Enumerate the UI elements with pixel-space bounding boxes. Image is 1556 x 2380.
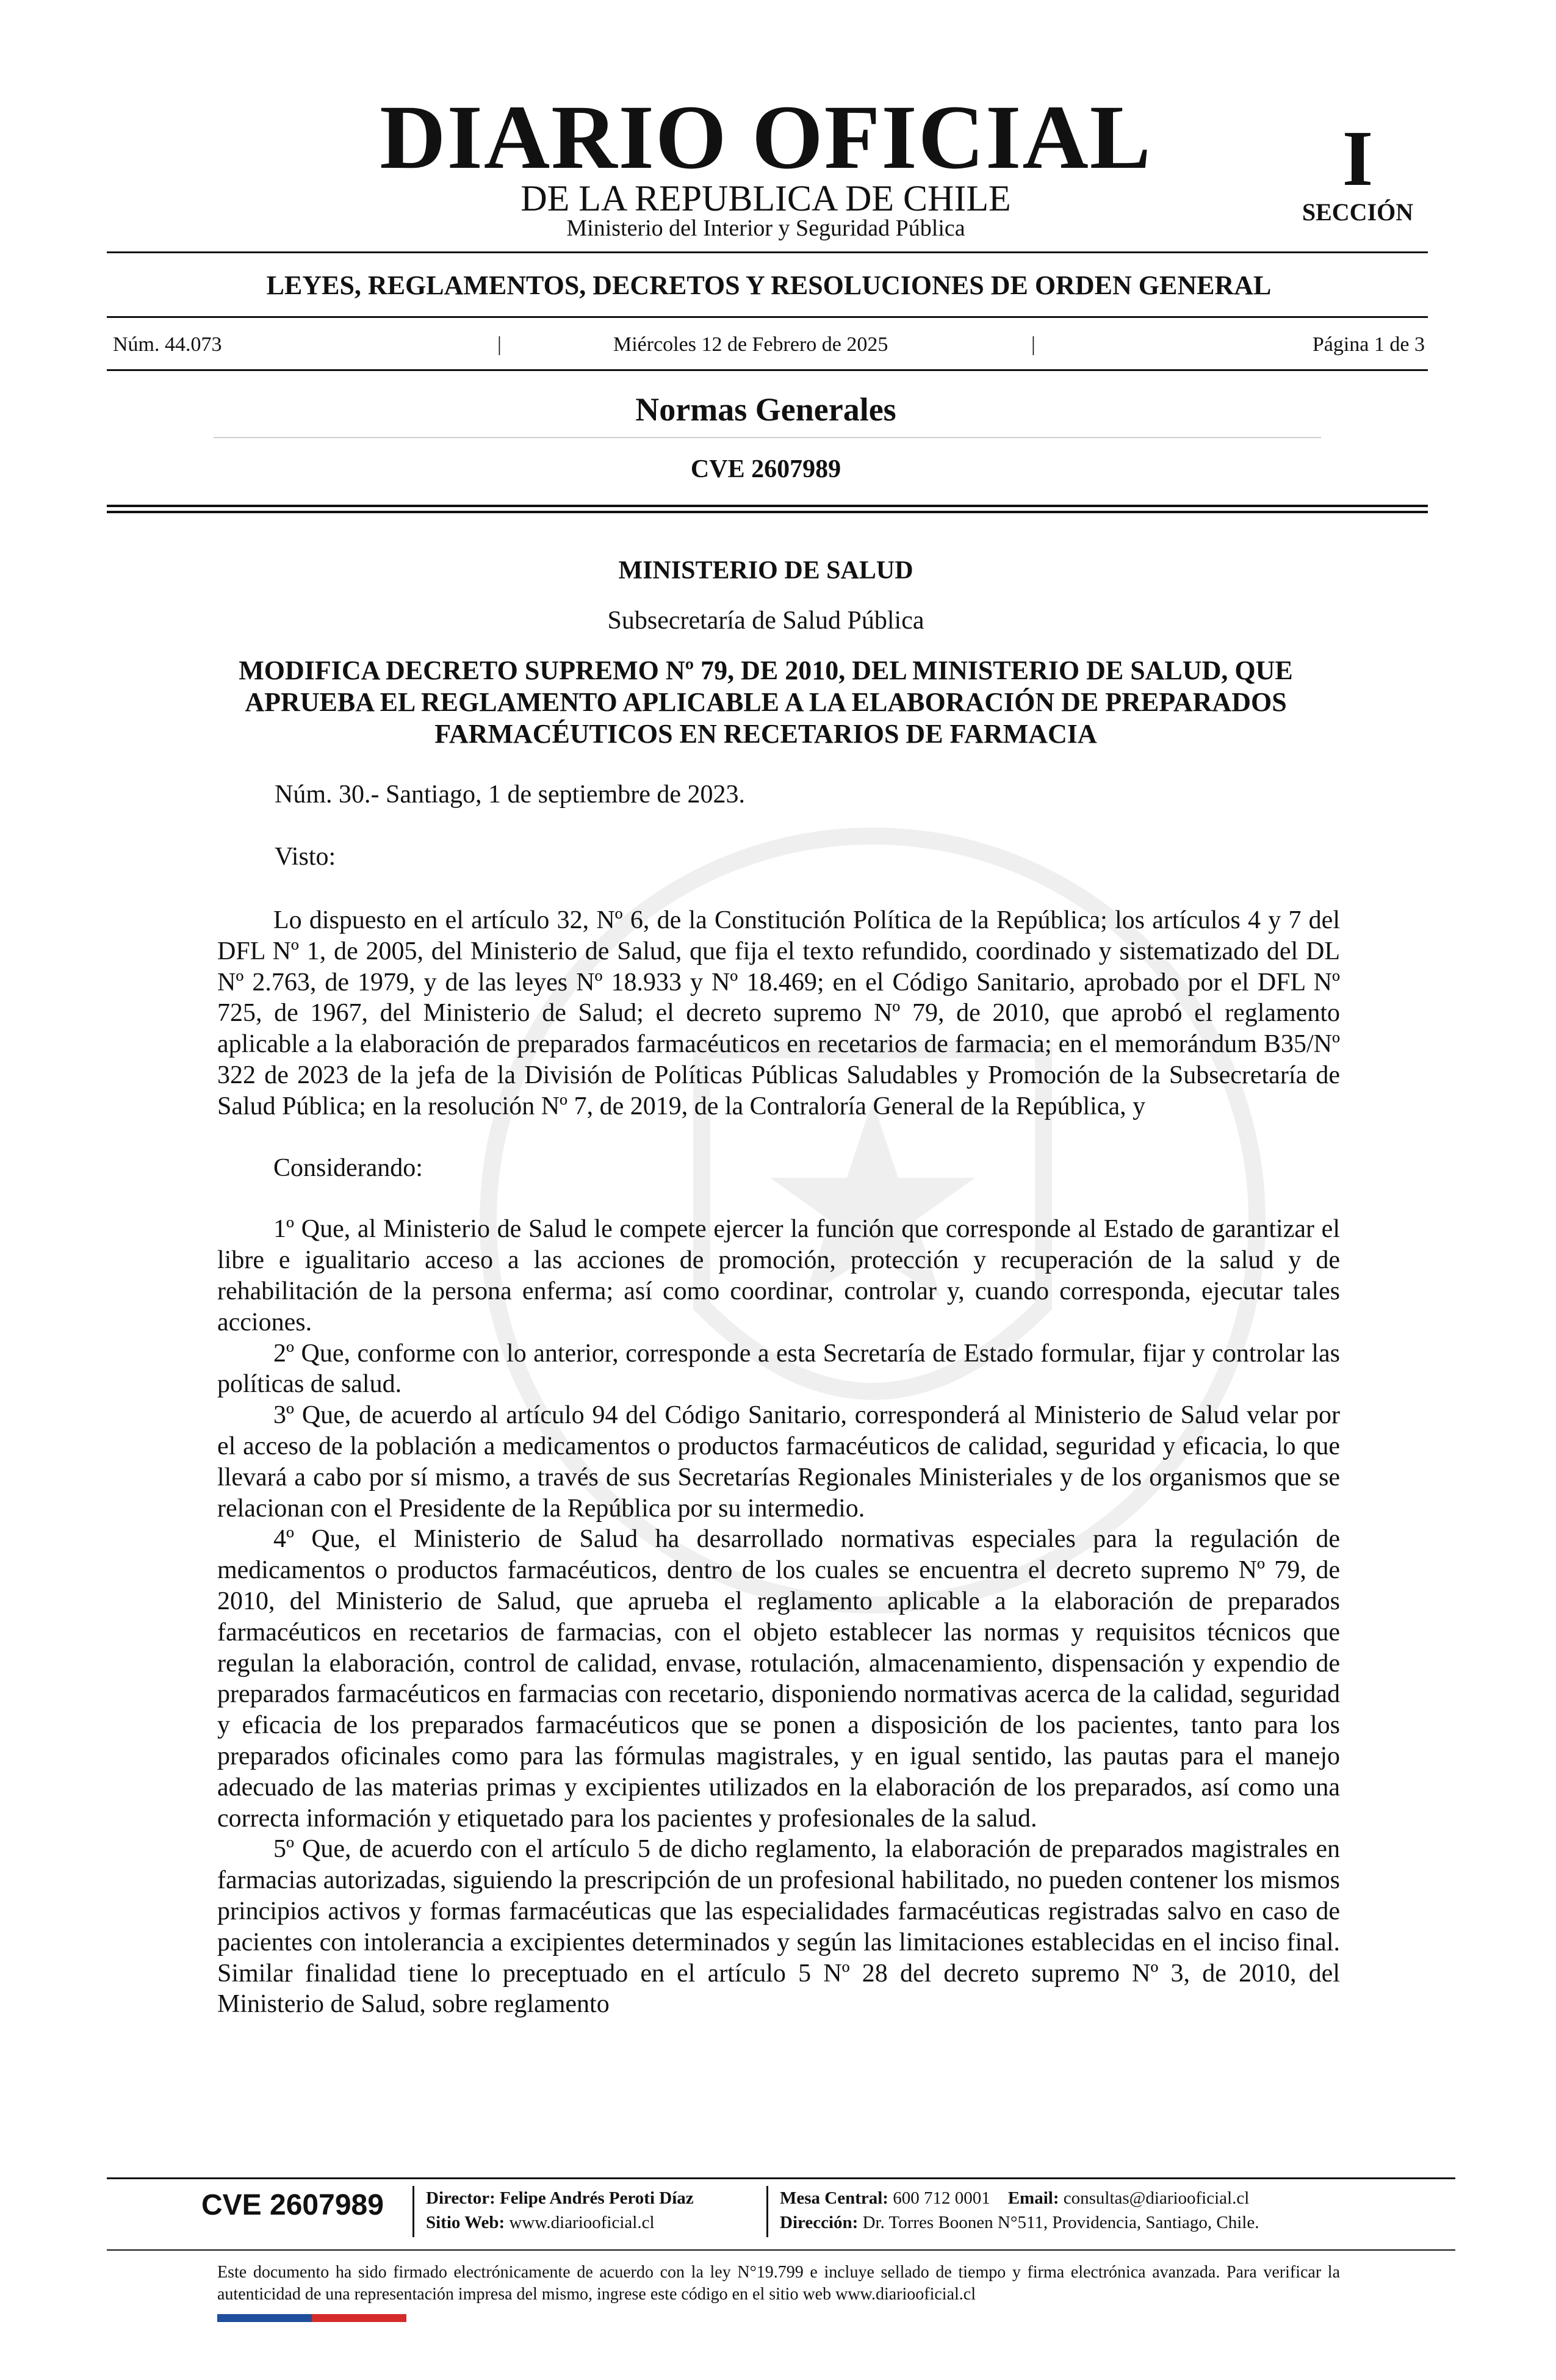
footer-rule-bottom bbox=[107, 2249, 1455, 2251]
footer-cve-code: CVE 2607989 bbox=[201, 2189, 384, 2221]
considerando-paragraph: 1º Que, al Ministerio de Salud le compete ejercer la función que corresponde al Estado de garantizar el libre e igualitario acceso a las acciones de promoción, protección y recuperación de la salud y de rehabilitación de la persona enferma; así como coordinar, controlar y, cuando corresponda, ejecutar tales acciones. bbox=[217, 1215, 1340, 1336]
info-rule bbox=[107, 369, 1428, 371]
footer-director-block bbox=[426, 2186, 694, 2235]
info-separator: | bbox=[497, 333, 502, 356]
visto-label: Visto: bbox=[275, 843, 336, 871]
newspaper-ministry: Ministerio del Interior y Seguridad Pública bbox=[566, 215, 965, 241]
flag-stripe-blue bbox=[217, 2314, 312, 2322]
newspaper-subtitle: DE LA REPUBLICA DE CHILE bbox=[520, 178, 1011, 218]
address-label: Dirección: bbox=[780, 2213, 859, 2232]
category-rule-top bbox=[107, 316, 1428, 318]
mesa-label: Mesa Central: bbox=[780, 2188, 888, 2208]
issue-date: Miércoles 12 de Febrero de 2025 bbox=[613, 333, 888, 356]
subsecretaria: Subsecretaría de Salud Pública bbox=[607, 607, 924, 635]
legal-notice: Este documento ha sido firmado electrónicamente de acuerdo con la ley N°19.799 e incluye sellado de tiempo y firma electrónica avanzada. Para verificar la autenticidad de una representación impresa del mismo, ingrese este código en el sitio web www.diariooficial.cl bbox=[217, 2263, 1340, 2304]
ministry-name: MINISTERIO DE SALUD bbox=[618, 557, 913, 585]
issue-number: Núm. 44.073 bbox=[113, 333, 222, 356]
considerando-paragraph: 3º Que, de acuerdo al artículo 94 del Código Sanitario, corresponderá al Ministerio de Salud velar por el acceso de la población a medicamentos o productos farmacéuticos de calidad, seguridad y eficacia, lo que llevará a cabo por sí mismo, a través de sus Secretarías Regionales Ministeriales y de los organismos que se relacionan con el Presidente de la República por su intermedio. bbox=[217, 1401, 1340, 1523]
issue-info-bar bbox=[113, 334, 1425, 359]
section-label: SECCIÓN bbox=[1302, 198, 1414, 226]
footer-contact-block bbox=[780, 2186, 1259, 2235]
double-rule-top bbox=[107, 505, 1428, 507]
email-link[interactable]: consultas@diariooficial.cl bbox=[1063, 2188, 1250, 2208]
section-numeral: I bbox=[1342, 115, 1374, 203]
norms-rule bbox=[214, 437, 1321, 438]
considerando-label: Considerando: bbox=[273, 1153, 423, 1182]
considerando-paragraph: 2º Que, conforme con lo anterior, corresponde a esta Secretaría de Estado formular, fijar y controlar las políticas de salud. bbox=[217, 1339, 1340, 1399]
section-title: Normas Generales bbox=[635, 391, 896, 428]
considerando-paragraph: 4º Que, el Ministerio de Salud ha desarrollado normativas especiales para la regulación de medicamentos o productos farmacéuticos, dentro de los cuales se encuentra el decreto supremo Nº 79, de 2010, del Ministerio de Salud, que aprueba el reglamento aplicable a la elaboración de preparados farmacéuticos en recetarios de farmacias, con el objeto establecer las normas y requisitos técnicos que regulan la elaboración, control de calidad, envase, rotulación, almacenamiento, dispensación y expendio de preparados farmacéuticos en farmacias con recetario, disponiendo normativas acerca de la calidad, seguridad y eficacia de los preparados farmacéuticos que se ponen a disposición de los pacientes, tanto para los preparados oficinales como para las fórmulas magistrales, y en igual sentido, las pautas para el manejo adecuado de las materias primas y excipientes utilizados en la elaboración de los preparados, así como una correcta información y etiquetado para los pacientes y profesionales de la salud. bbox=[217, 1525, 1340, 1833]
newspaper-title: DIARIO OFICIAL bbox=[380, 87, 1152, 188]
director-name: Felipe Andrés Peroti Díaz bbox=[500, 2188, 694, 2208]
decree-title: MODIFICA DECRETO SUPREMO Nº 79, DE 2010, DEL MINISTERIO DE SALUD, QUE APRUEBA EL REGLAMENTO APLICABLE A LA ELABORACIÓN DE PREPARADOS FARMACÉUTICOS EN RECETARIOS DE FARMACIA bbox=[239, 655, 1293, 749]
category-heading: LEYES, REGLAMENTOS, DECRETOS Y RESOLUCIONES DE ORDEN GENERAL bbox=[266, 270, 1272, 300]
site-link[interactable]: www.diariooficial.cl bbox=[509, 2213, 655, 2232]
visto-paragraph: Lo dispuesto en el artículo 32, Nº 6, de la Constitución Política de la República; los artículos 4 y 7 del DFL Nº 1, de 2005, del Ministerio de Salud, que fija el texto refundido, coordinado y sistematizado del DL Nº 2.763, de 1979, y de las leyes Nº 18.933 y Nº 18.469; en el Código Sanitario, aprobado por el DFL Nº 725, de 1967, del Ministerio de Salud; el decreto supremo Nº 79, de 2010, que aprobó el reglamento aplicable a la elaboración de preparados farmacéuticos en recetarios de farmacia; en el memorándum B35/Nº 322 de 2023 de la jefa de la División de Políticas Públicas Saludables y Promoción de la Subsecretaría de Salud Pública; en la resolución Nº 7, de 2019, de la Contraloría General de la República, y bbox=[217, 906, 1340, 1120]
address-text: Dr. Torres Boonen N°511, Providencia, Santiago, Chile. bbox=[862, 2213, 1259, 2232]
double-rule-bottom bbox=[107, 511, 1428, 513]
decree-number: Núm. 30.- Santiago, 1 de septiembre de 2023. bbox=[275, 781, 746, 809]
footer-divider bbox=[766, 2186, 768, 2237]
site-label: Sitio Web: bbox=[426, 2213, 505, 2232]
email-label: Email: bbox=[1007, 2188, 1059, 2208]
decree-body bbox=[217, 905, 1340, 2020]
mesa-phone: 600 712 0001 bbox=[893, 2188, 990, 2208]
director-label: Director: bbox=[426, 2188, 495, 2208]
info-separator: | bbox=[1031, 333, 1036, 356]
page-indicator: Página 1 de 3 bbox=[1312, 333, 1425, 356]
considerando-paragraph: 5º Que, de acuerdo con el artículo 5 de dicho reglamento, la elaboración de preparados magistrales en farmacias autorizadas, siguiendo la prescripción de un profesional habilitado, no pueden contener los mismos principios activos y formas farmacéuticas que las especialidades farmacéuticas registradas salvo en caso de pacientes con intolerancia a excipientes determinados y según las limitaciones establecidas en el inciso final. Similar finalidad tiene lo preceptuado en el artículo 5 Nº 28 del decreto supremo Nº 3, de 2010, del Ministerio de Salud, sobre reglamento bbox=[217, 1835, 1340, 2019]
flag-stripe-red bbox=[312, 2314, 406, 2322]
footer-divider bbox=[412, 2186, 414, 2237]
masthead-rule bbox=[107, 251, 1428, 253]
footer-rule bbox=[107, 2177, 1455, 2179]
cve-code: CVE 2607989 bbox=[690, 455, 841, 483]
